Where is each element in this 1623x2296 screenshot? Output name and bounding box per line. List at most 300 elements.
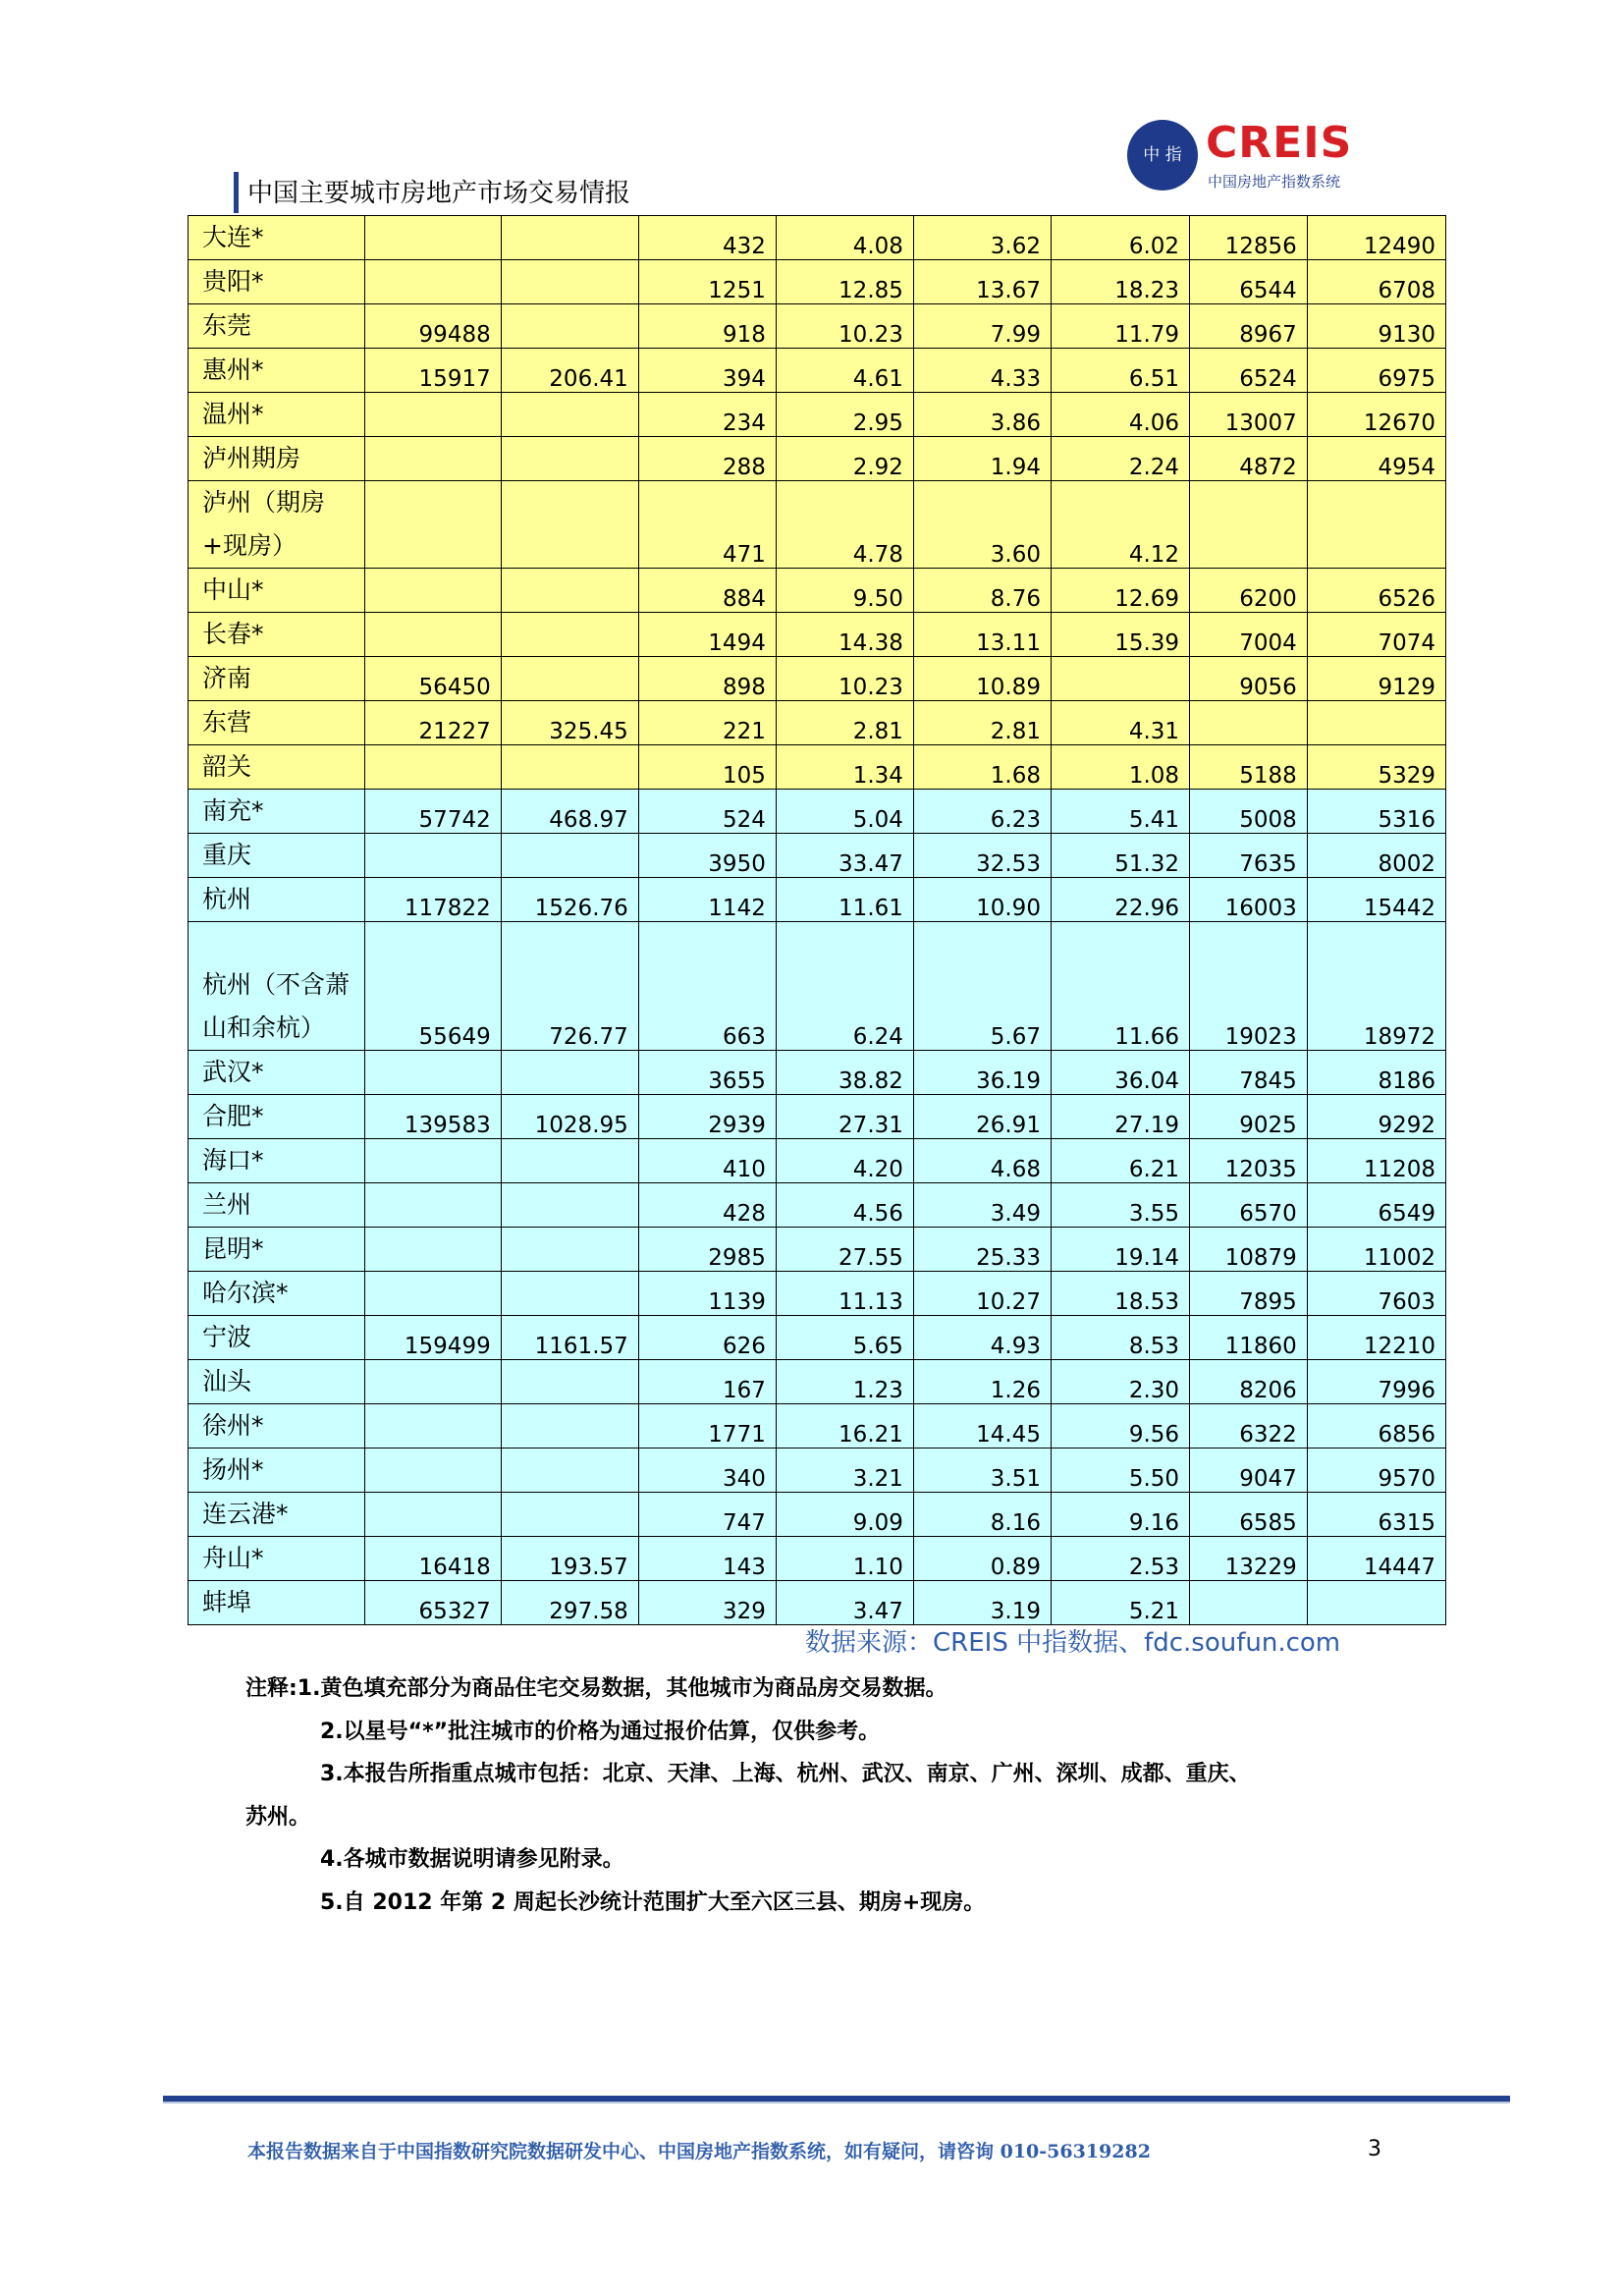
value-cell: 5316 [1307,790,1445,834]
value-cell: 206.41 [501,349,638,393]
value-cell: 2.30 [1051,1360,1189,1404]
city-name-cell: 泸州（期房+现房） [189,481,365,569]
value-cell: 1526.76 [501,878,638,922]
value-cell: 5.21 [1051,1581,1189,1625]
value-cell [501,437,638,481]
note-2: 2.以星号“*”批注城市的价格为通过报价估算，仅供参考。 [320,1719,881,1744]
city-name-cell: 徐州* [189,1404,365,1449]
value-cell: 918 [638,304,776,349]
value-cell: 6549 [1307,1183,1445,1228]
value-cell: 1.23 [776,1360,913,1404]
city-name-cell: 东营 [189,701,365,745]
value-cell: 16003 [1190,878,1308,922]
value-cell: 6856 [1307,1404,1445,1449]
value-cell: 5.50 [1051,1449,1189,1493]
value-cell: 13.11 [913,613,1051,657]
value-cell: 8967 [1190,304,1308,349]
note-3-continued: 苏州。 [245,1804,311,1830]
value-cell: 1.08 [1051,745,1189,790]
value-cell: 99488 [364,304,501,349]
value-cell: 3.19 [913,1581,1051,1625]
value-cell [364,745,501,790]
value-cell: 4.20 [776,1139,913,1183]
city-name-cell: 贵阳* [189,260,365,304]
value-cell: 288 [638,437,776,481]
page-number: 3 [1368,2137,1381,2161]
value-cell [501,216,638,260]
table-row [189,745,1446,790]
value-cell: 7635 [1190,834,1308,878]
city-name-cell: 杭州（不含萧山和余杭） [189,922,365,1051]
logo-brand: CREIS [1206,118,1353,168]
value-cell [501,393,638,437]
table-row [189,1095,1446,1139]
value-cell [501,304,638,349]
value-cell: 6708 [1307,260,1445,304]
value-cell: 3950 [638,834,776,878]
logo-badge-icon: 中 指 [1127,120,1198,191]
table-row [189,1404,1446,1449]
value-cell: 7.99 [913,304,1051,349]
city-name-cell: 南充* [189,790,365,834]
value-cell: 11.61 [776,878,913,922]
value-cell: 3655 [638,1051,776,1095]
value-cell [364,393,501,437]
value-cell: 471 [638,481,776,569]
value-cell: 6.23 [913,790,1051,834]
value-cell: 4872 [1190,437,1308,481]
value-cell: 19.14 [1051,1228,1189,1272]
table-row [189,1272,1446,1316]
table-row [189,657,1446,701]
value-cell: 5.04 [776,790,913,834]
value-cell [364,216,501,260]
value-cell [501,481,638,569]
value-cell: 10.23 [776,304,913,349]
value-cell [501,1051,638,1095]
value-cell: 10.89 [913,657,1051,701]
table-row [189,1449,1446,1493]
value-cell: 1.68 [913,745,1051,790]
value-cell: 18.23 [1051,260,1189,304]
value-cell: 5329 [1307,745,1445,790]
value-cell [1190,481,1308,569]
city-name-cell: 长春* [189,613,365,657]
value-cell: 16.21 [776,1404,913,1449]
value-cell: 3.49 [913,1183,1051,1228]
value-cell: 2.53 [1051,1537,1189,1581]
value-cell: 26.91 [913,1095,1051,1139]
value-cell: 9.56 [1051,1404,1189,1449]
city-name-cell: 汕头 [189,1360,365,1404]
value-cell: 10879 [1190,1228,1308,1272]
value-cell: 159499 [364,1316,501,1360]
city-name-cell: 惠州* [189,349,365,393]
value-cell: 25.33 [913,1228,1051,1272]
value-cell [501,1493,638,1537]
value-cell [1307,701,1445,745]
table-row [189,569,1446,613]
value-cell: 21227 [364,701,501,745]
value-cell: 14447 [1307,1537,1445,1581]
value-cell: 38.82 [776,1051,913,1095]
city-name-cell: 杭州 [189,878,365,922]
city-name-cell: 扬州* [189,1449,365,1493]
value-cell [1307,1581,1445,1625]
value-cell: 6570 [1190,1183,1308,1228]
value-cell: 9.16 [1051,1493,1189,1537]
note-3: 3.本报告所指重点城市包括：北京、天津、上海、杭州、武汉、南京、广州、深圳、成都、重庆、 [320,1762,1251,1787]
city-name-cell: 重庆 [189,834,365,878]
value-cell: 1.34 [776,745,913,790]
value-cell [501,1228,638,1272]
value-cell: 9056 [1190,657,1308,701]
value-cell: 1142 [638,878,776,922]
value-cell: 428 [638,1183,776,1228]
value-cell: 3.55 [1051,1183,1189,1228]
city-name-cell: 兰州 [189,1183,365,1228]
value-cell: 11.66 [1051,922,1189,1051]
table-row [189,1228,1446,1272]
value-cell: 340 [638,1449,776,1493]
value-cell: 6.02 [1051,216,1189,260]
value-cell: 11002 [1307,1228,1445,1272]
value-cell: 221 [638,701,776,745]
value-cell: 524 [638,790,776,834]
value-cell [501,657,638,701]
value-cell [364,613,501,657]
value-cell: 5.41 [1051,790,1189,834]
city-name-cell: 舟山* [189,1537,365,1581]
header-accent-bar [234,172,239,213]
value-cell: 6322 [1190,1404,1308,1449]
value-cell: 15.39 [1051,613,1189,657]
table-row [189,437,1446,481]
value-cell: 4.61 [776,349,913,393]
value-cell: 11860 [1190,1316,1308,1360]
value-cell: 11.79 [1051,304,1189,349]
value-cell [364,1183,501,1228]
value-cell: 3.21 [776,1449,913,1493]
value-cell: 8186 [1307,1051,1445,1095]
value-cell: 12035 [1190,1139,1308,1183]
value-cell [364,1449,501,1493]
value-cell: 8002 [1307,834,1445,878]
value-cell: 4.12 [1051,481,1189,569]
value-cell [364,481,501,569]
value-cell [501,569,638,613]
value-cell [364,1051,501,1095]
city-transaction-table [188,215,1446,1625]
value-cell: 36.04 [1051,1051,1189,1095]
value-cell: 12210 [1307,1316,1445,1360]
value-cell: 3.47 [776,1581,913,1625]
value-cell: 4954 [1307,437,1445,481]
value-cell: 410 [638,1139,776,1183]
value-cell: 6585 [1190,1493,1308,1537]
value-cell: 6200 [1190,569,1308,613]
value-cell: 0.89 [913,1537,1051,1581]
value-cell: 7996 [1307,1360,1445,1404]
value-cell: 193.57 [501,1537,638,1581]
value-cell [501,1183,638,1228]
value-cell: 65327 [364,1581,501,1625]
value-cell: 9.50 [776,569,913,613]
value-cell: 7603 [1307,1272,1445,1316]
note-1: 注释:1.黄色填充部分为商品住宅交易数据，其他城市为商品房交易数据。 [245,1676,947,1701]
value-cell: 3.62 [913,216,1051,260]
table-row [189,1316,1446,1360]
value-cell: 9129 [1307,657,1445,701]
value-cell [364,1493,501,1537]
table-row [189,216,1446,260]
value-cell: 6524 [1190,349,1308,393]
value-cell [1051,657,1189,701]
value-cell [501,1272,638,1316]
table-row [189,878,1446,922]
value-cell: 394 [638,349,776,393]
value-cell [364,1360,501,1404]
value-cell: 14.45 [913,1404,1051,1449]
table-row [189,790,1446,834]
value-cell: 2.95 [776,393,913,437]
value-cell: 13229 [1190,1537,1308,1581]
value-cell: 1251 [638,260,776,304]
value-cell: 27.55 [776,1228,913,1272]
value-cell [501,1449,638,1493]
value-cell: 55649 [364,922,501,1051]
value-cell: 329 [638,1581,776,1625]
value-cell: 432 [638,216,776,260]
value-cell: 4.68 [913,1139,1051,1183]
value-cell: 2939 [638,1095,776,1139]
value-cell: 5.65 [776,1316,913,1360]
city-name-cell: 蚌埠 [189,1581,365,1625]
value-cell: 8.76 [913,569,1051,613]
value-cell: 1.94 [913,437,1051,481]
value-cell: 1028.95 [501,1095,638,1139]
value-cell: 2.92 [776,437,913,481]
value-cell: 1139 [638,1272,776,1316]
value-cell: 2.81 [913,701,1051,745]
value-cell: 15917 [364,349,501,393]
footer-contact: 本报告数据来自于中国指数研究院数据研发中心、中国房地产指数系统，如有疑问，请咨询 010-56319282 [247,2141,1151,2162]
value-cell: 9130 [1307,304,1445,349]
value-cell [364,1228,501,1272]
value-cell [364,569,501,613]
value-cell: 1161.57 [501,1316,638,1360]
value-cell: 22.96 [1051,878,1189,922]
value-cell: 8.53 [1051,1316,1189,1360]
value-cell: 5008 [1190,790,1308,834]
value-cell: 6975 [1307,349,1445,393]
city-name-cell: 泸州期房 [189,437,365,481]
value-cell [364,1272,501,1316]
table-row [189,260,1446,304]
table-row [189,1051,1446,1095]
value-cell: 9292 [1307,1095,1445,1139]
value-cell: 6526 [1307,569,1445,613]
city-name-cell: 韶关 [189,745,365,790]
city-name-cell: 大连* [189,216,365,260]
footer-rule [163,2096,1510,2104]
value-cell: 7004 [1190,613,1308,657]
table-row [189,1581,1446,1625]
value-cell [501,613,638,657]
value-cell [364,834,501,878]
value-cell: 1494 [638,613,776,657]
value-cell: 13007 [1190,393,1308,437]
table-row [189,834,1446,878]
city-name-cell: 东莞 [189,304,365,349]
value-cell: 10.23 [776,657,913,701]
value-cell: 11208 [1307,1139,1445,1183]
value-cell: 6315 [1307,1493,1445,1537]
value-cell: 726.77 [501,922,638,1051]
value-cell [501,260,638,304]
table-row [189,304,1446,349]
value-cell: 12490 [1307,216,1445,260]
value-cell: 8.16 [913,1493,1051,1537]
value-cell: 12856 [1190,216,1308,260]
table-row [189,1537,1446,1581]
value-cell: 19023 [1190,922,1308,1051]
value-cell: 626 [638,1316,776,1360]
city-name-cell: 济南 [189,657,365,701]
value-cell: 143 [638,1537,776,1581]
value-cell: 27.19 [1051,1095,1189,1139]
value-cell: 10.90 [913,878,1051,922]
value-cell [1190,1581,1308,1625]
value-cell: 6.24 [776,922,913,1051]
value-cell: 6.51 [1051,349,1189,393]
value-cell: 6.21 [1051,1139,1189,1183]
value-cell [364,437,501,481]
value-cell: 18972 [1307,922,1445,1051]
value-cell: 12.85 [776,260,913,304]
value-cell: 325.45 [501,701,638,745]
value-cell: 56450 [364,657,501,701]
note-4: 4.各城市数据说明请参见附录。 [320,1847,624,1873]
table-row [189,393,1446,437]
value-cell: 13.67 [913,260,1051,304]
table-row [189,1183,1446,1228]
table-row [189,1139,1446,1183]
notes [245,1667,1384,1925]
value-cell: 10.27 [913,1272,1051,1316]
value-cell: 2.81 [776,701,913,745]
value-cell: 3.86 [913,393,1051,437]
value-cell: 4.08 [776,216,913,260]
value-cell: 6544 [1190,260,1308,304]
value-cell: 4.56 [776,1183,913,1228]
table-row [189,481,1446,569]
value-cell: 33.47 [776,834,913,878]
value-cell: 9570 [1307,1449,1445,1493]
table-row [189,701,1446,745]
table-row [189,1360,1446,1404]
table-row [189,922,1446,1051]
value-cell: 12.69 [1051,569,1189,613]
value-cell: 3.51 [913,1449,1051,1493]
city-name-cell: 宁波 [189,1316,365,1360]
value-cell: 36.19 [913,1051,1051,1095]
table-row [189,613,1446,657]
value-cell: 9047 [1190,1449,1308,1493]
logo-subtitle: 中国房地产指数系统 [1208,173,1341,191]
value-cell: 16418 [364,1537,501,1581]
value-cell: 5.67 [913,922,1051,1051]
value-cell: 234 [638,393,776,437]
value-cell: 1.10 [776,1537,913,1581]
value-cell: 9.09 [776,1493,913,1537]
page-header-title: 中国主要城市房地产市场交易情报 [247,179,631,208]
value-cell: 51.32 [1051,834,1189,878]
value-cell [501,1360,638,1404]
value-cell: 5188 [1190,745,1308,790]
value-cell: 57742 [364,790,501,834]
value-cell [501,1404,638,1449]
value-cell: 12670 [1307,393,1445,437]
value-cell: 468.97 [501,790,638,834]
creis-logo [1127,116,1384,194]
city-name-cell: 昆明* [189,1228,365,1272]
value-cell: 15442 [1307,878,1445,922]
value-cell [364,260,501,304]
city-name-cell: 温州* [189,393,365,437]
value-cell: 7845 [1190,1051,1308,1095]
value-cell: 4.93 [913,1316,1051,1360]
value-cell: 18.53 [1051,1272,1189,1316]
city-name-cell: 连云港* [189,1493,365,1537]
value-cell: 32.53 [913,834,1051,878]
value-cell: 2.24 [1051,437,1189,481]
value-cell [1307,481,1445,569]
value-cell: 7895 [1190,1272,1308,1316]
value-cell: 27.31 [776,1095,913,1139]
value-cell [364,1404,501,1449]
city-name-cell: 合肥* [189,1095,365,1139]
value-cell: 884 [638,569,776,613]
value-cell: 747 [638,1493,776,1537]
table-row [189,1493,1446,1537]
city-name-cell: 中山* [189,569,365,613]
value-cell: 117822 [364,878,501,922]
value-cell [501,745,638,790]
city-name-cell: 武汉* [189,1051,365,1095]
value-cell: 105 [638,745,776,790]
value-cell [1190,701,1308,745]
value-cell: 2985 [638,1228,776,1272]
value-cell: 1771 [638,1404,776,1449]
value-cell: 4.06 [1051,393,1189,437]
value-cell: 898 [638,657,776,701]
city-name-cell: 哈尔滨* [189,1272,365,1316]
value-cell [501,1139,638,1183]
value-cell: 9025 [1190,1095,1308,1139]
value-cell: 4.33 [913,349,1051,393]
value-cell: 8206 [1190,1360,1308,1404]
table-row [189,349,1446,393]
note-5: 5.自 2012 年第 2 周起长沙统计范围扩大至六区三县、期房+现房。 [320,1889,986,1915]
value-cell: 11.13 [776,1272,913,1316]
value-cell: 139583 [364,1095,501,1139]
value-cell: 14.38 [776,613,913,657]
data-source: 数据来源：CREIS 中指数据、fdc.soufun.com [805,1628,1341,1658]
value-cell: 663 [638,922,776,1051]
value-cell: 297.58 [501,1581,638,1625]
value-cell [501,834,638,878]
